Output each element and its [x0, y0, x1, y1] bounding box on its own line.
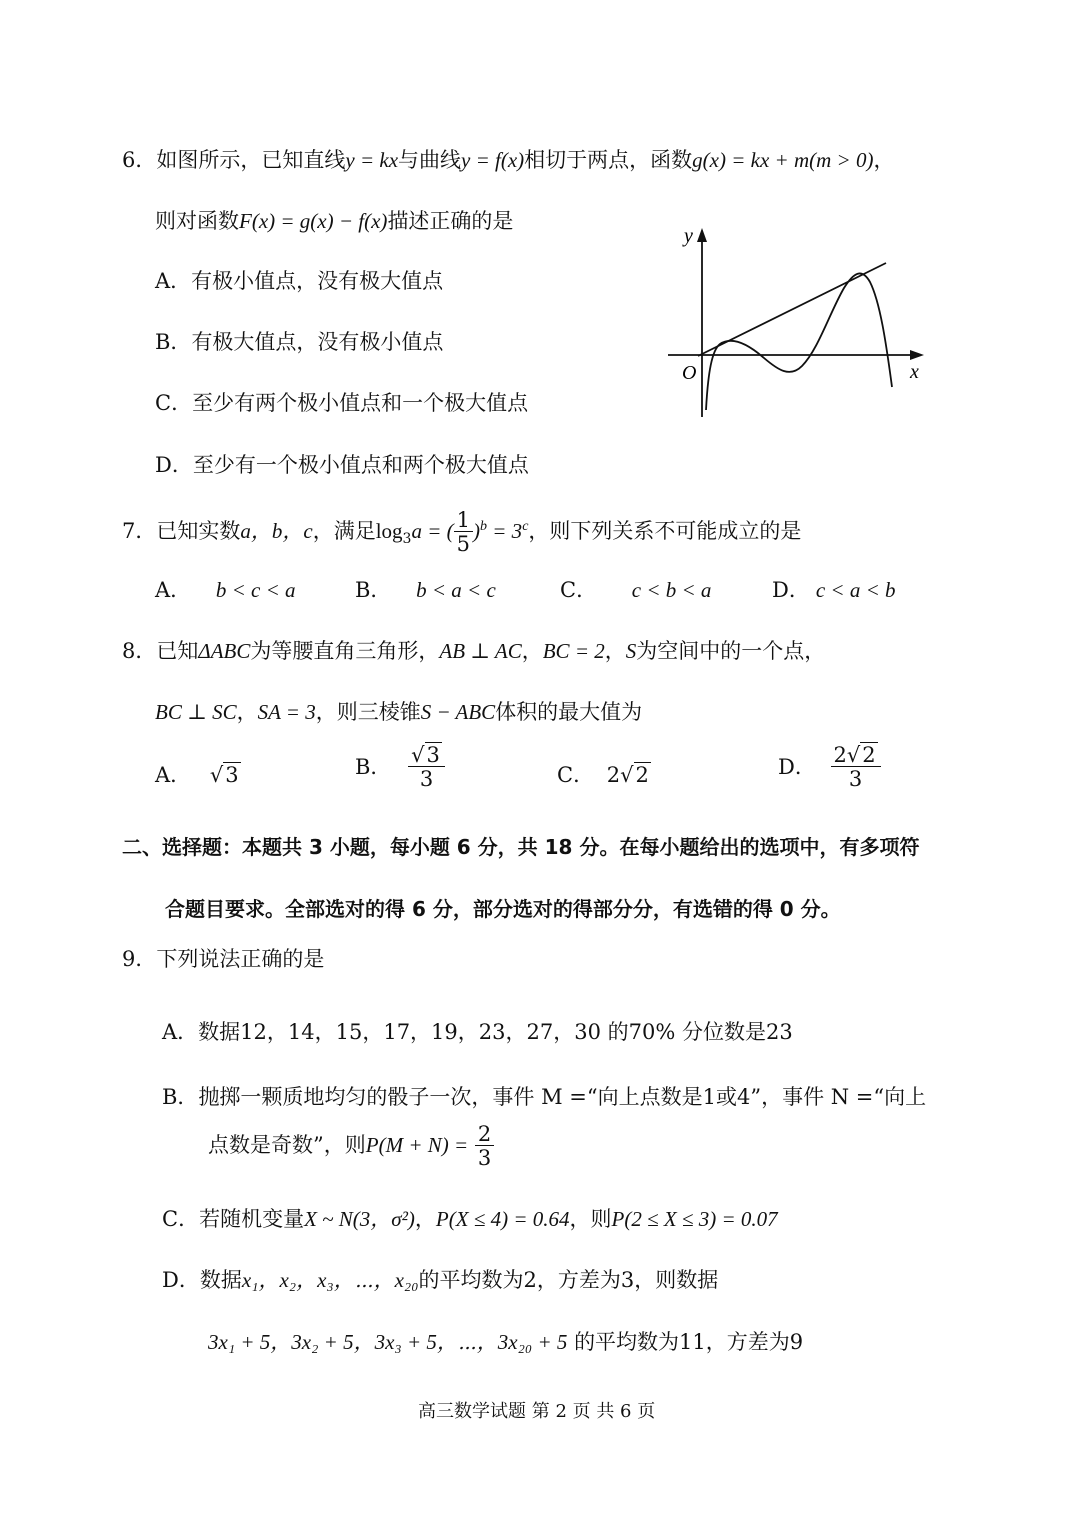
curve-f — [706, 273, 892, 410]
q7-option-b: B． b < a < c — [355, 578, 496, 602]
q6-stem-line2 — [155, 206, 513, 236]
x-axis-arrow — [910, 350, 924, 360]
q9-option-b-line1: B．抛掷一颗质地均匀的骰子一次，事件 M =“向上点数是1或4”，事件 N =“向上 — [162, 1085, 927, 1109]
page-footer: 高三数学试题 第 2 页 共 6 页 — [418, 1401, 656, 1422]
q6-option-d: D．至少有一个极小值点和两个极大值点 — [155, 453, 529, 477]
origin-label: O — [682, 362, 697, 384]
q7-vars: a，b，c — [240, 519, 313, 543]
q9-option-c: C．若随机变量X ~ N(3，σ²)，P(X ≤ 4) = 0.64，则P(2 ≤ X ≤ 3) = 0.07 — [162, 1207, 778, 1231]
q8-option-d: D． $\frac{2√2}{3}$ — [778, 745, 881, 790]
q7-option-a: A． b < c < a — [155, 578, 296, 602]
q8-option-a: A． √3 — [155, 763, 239, 787]
q8-stem-line2: BC ⊥ SC，SA = 3，则三棱锥S − ABC体积的最大值为 — [155, 700, 643, 724]
q7-option-c: C． c < b < a — [560, 578, 712, 602]
q6-option-b: B．有极大值点，没有极小值点 — [155, 330, 444, 354]
q9-stem: 9．下列说法正确的是 — [122, 947, 325, 971]
q9-option-a: A．数据12，14，15，17，19，23，27，30 的70% 分位数是23 — [162, 1020, 793, 1044]
q6-text: 与曲线 — [398, 148, 462, 172]
q9-option-d-line1: D．数据x₁，x₂，x₃，⋯，x₂₀的平均数为2，方差为3，则数据 — [162, 1268, 719, 1292]
y-axis-label: y — [684, 225, 693, 247]
q6-expr-g: g(x) = kx + m(m > 0) — [692, 148, 874, 172]
q6-text: 则对函数 — [155, 209, 239, 233]
q7-stem: 7．已知实数a，b，c，满足$\log_3a$ = ( $\frac{1}{5}$ )$^b = 3^c$，则下列关系不可能成立的是 — [122, 508, 802, 556]
section2-line2: 合题目要求。全部选对的得 6 分，部分选对的得部分分，有选错的得 0 分。 — [165, 897, 841, 921]
y-axis-arrow — [697, 228, 707, 242]
q6-text: ， — [873, 148, 895, 172]
q6-text: 描述正确的是 — [387, 209, 514, 233]
q6-text: 相切于两点，函数 — [524, 148, 693, 172]
q9-option-b-line2: 点数是奇数”，则P(M + N) = $\frac{2}{3}$ — [208, 1113, 494, 1177]
x-axis-label: x — [910, 361, 919, 383]
q8-option-b: B． $\frac{√3}{3}$ — [355, 745, 445, 790]
q9-option-d-line2: 3x₁ + 5，3x₂ + 5，3x₃ + 5，⋯，3x₂₀ + 5 的平均数为11，方差为9 — [208, 1330, 804, 1354]
q6-expr-F: F(x) = g(x) − f(x) — [239, 209, 388, 233]
q6-text: 6．如图所示，已知直线 — [122, 148, 346, 172]
q6-expr-curve: y = f(x) — [461, 148, 525, 172]
q8-stem-line1: 8．已知ΔABC为等腰直角三角形，AB ⊥ AC，BC = 2，S为空间中的一个点， — [122, 639, 826, 663]
q7-fraction: $\frac{1}{5}$ — [454, 510, 473, 555]
q6-expr-line: y = kx — [345, 148, 399, 172]
q8-option-c: C． 2√2 — [557, 763, 649, 787]
q6-option-a: A．有极小值点，没有极大值点 — [155, 269, 444, 293]
section2-line1: 二、选择题：本题共 3 小题，每小题 6 分，共 18 分。在每小题给出的选项中，有多项符 — [122, 835, 920, 859]
q6-option-c: C．至少有两个极小值点和一个极大值点 — [155, 391, 529, 415]
q6-figure — [660, 222, 930, 422]
q7-option-d: D． c < a < b — [772, 578, 896, 602]
q6-stem-line1 — [122, 145, 894, 175]
